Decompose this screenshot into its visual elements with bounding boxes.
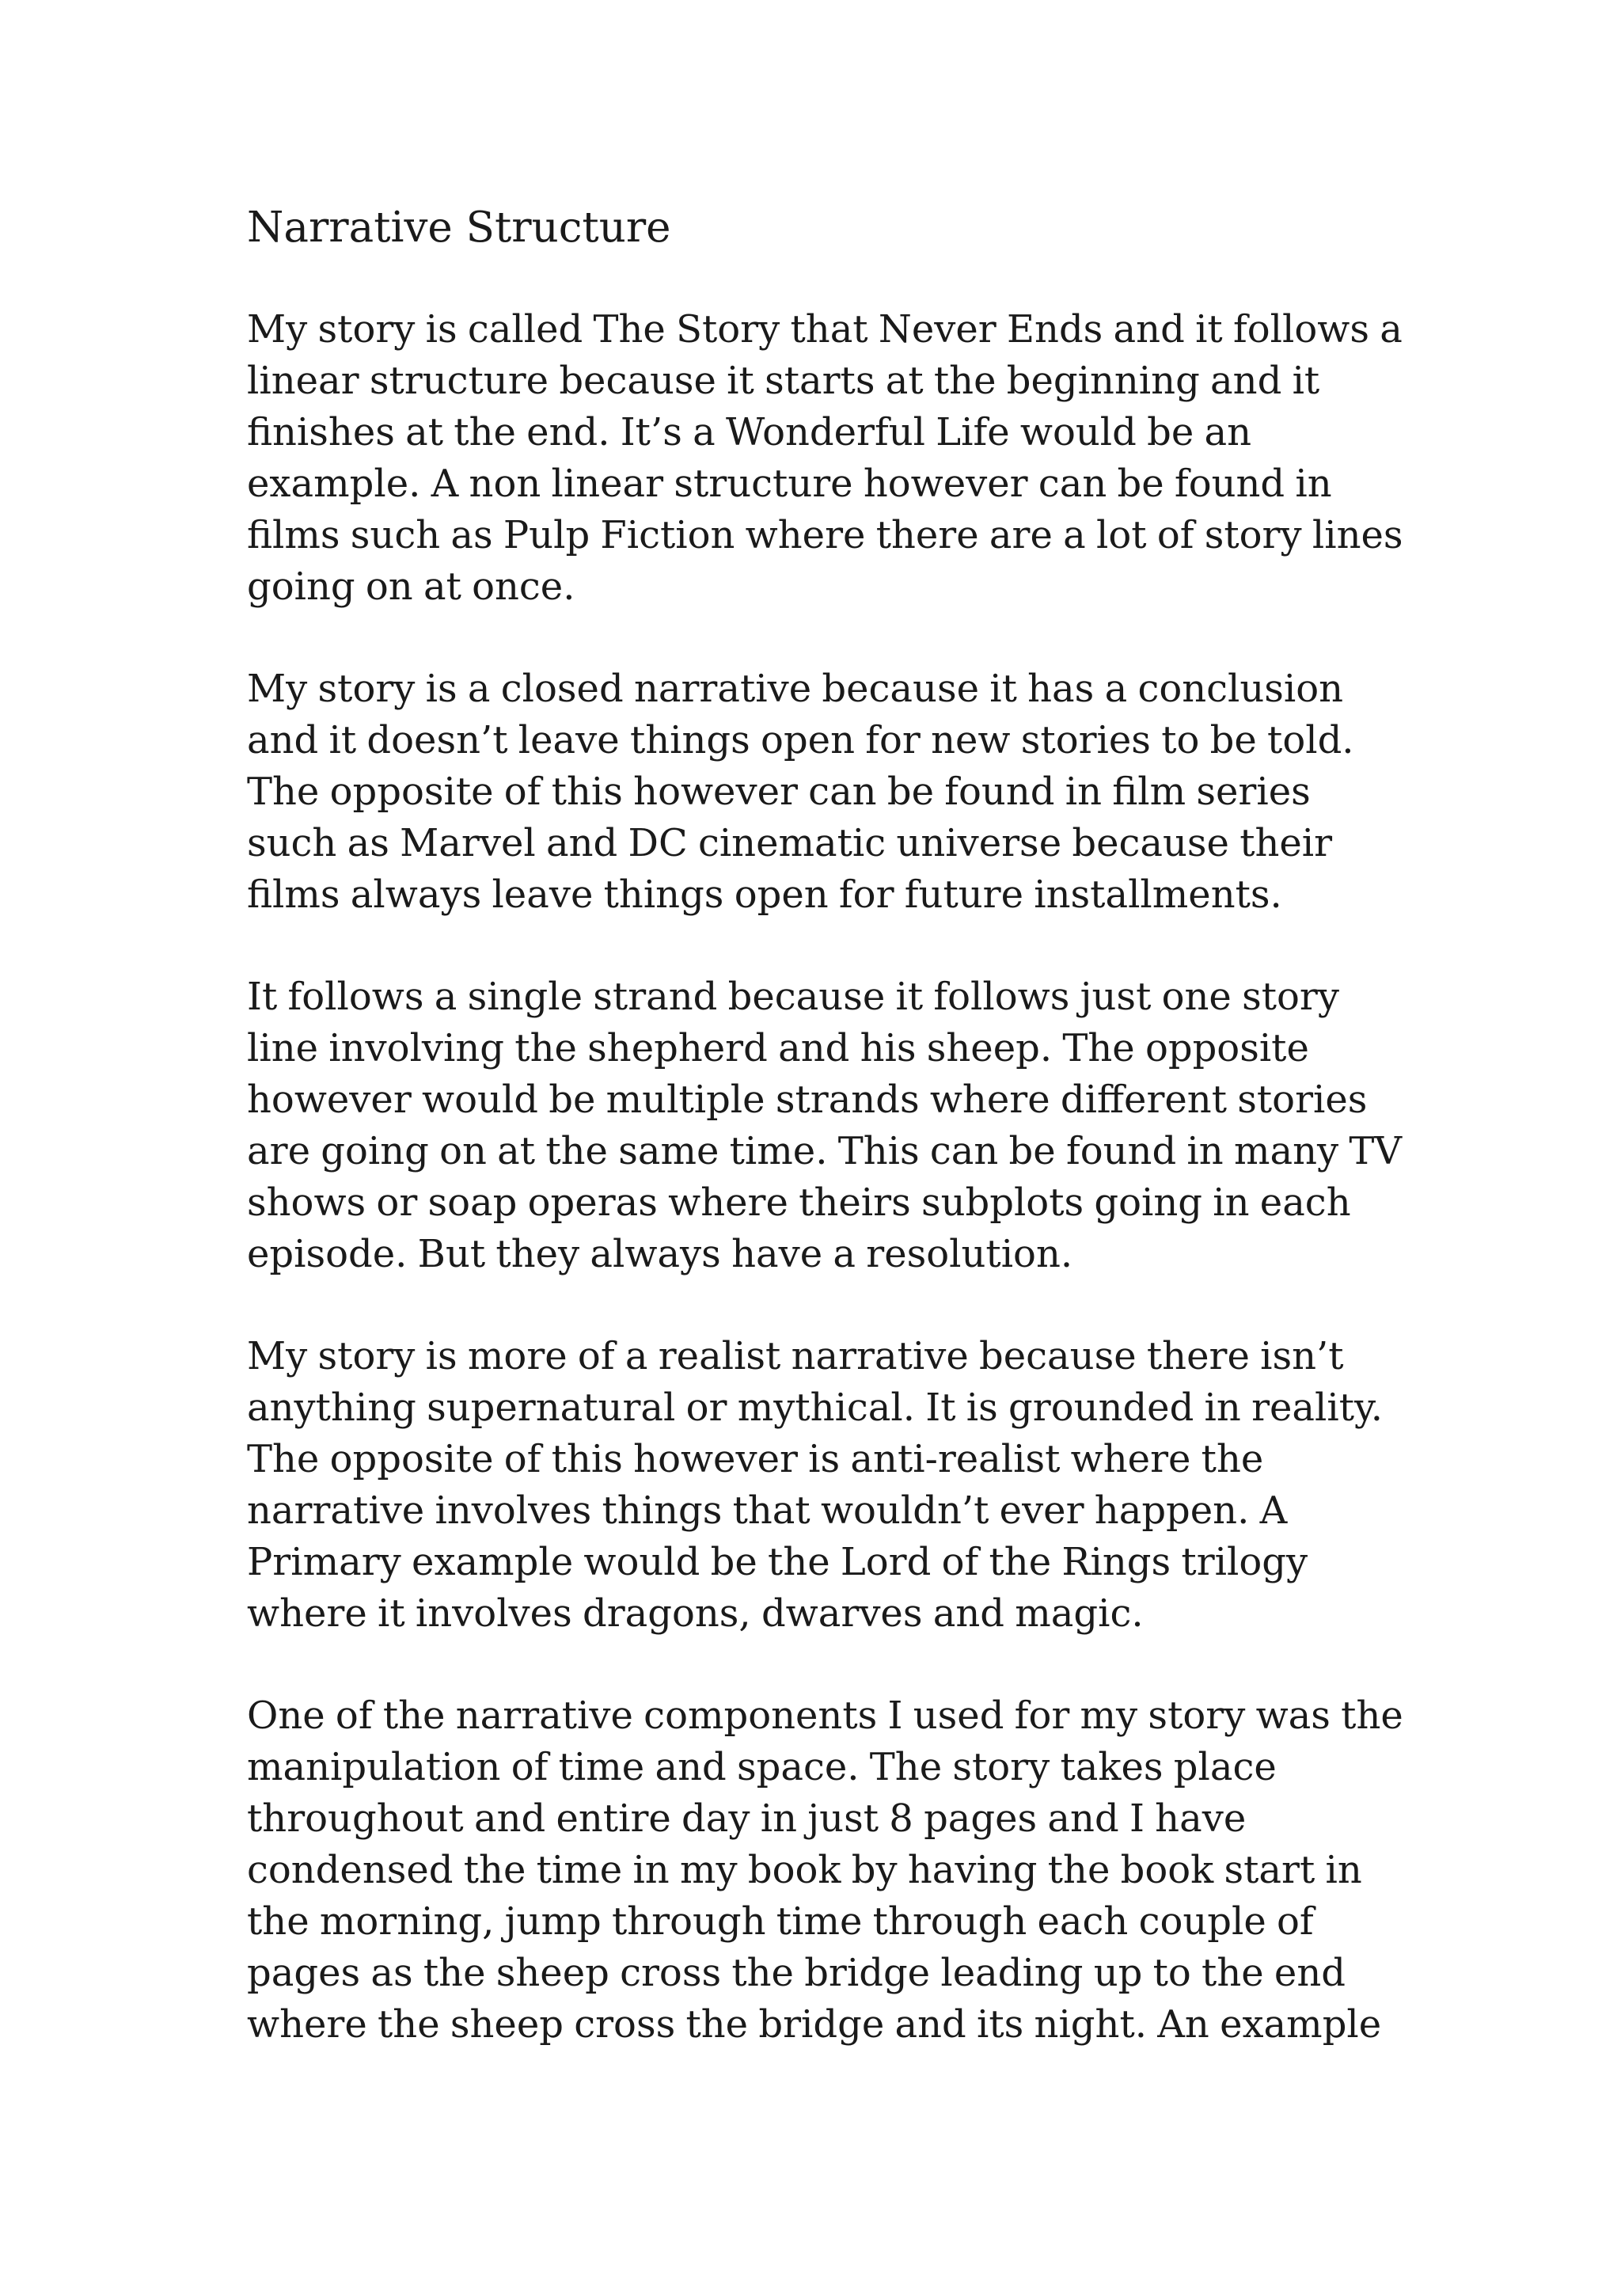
document-body (247, 196, 1608, 2101)
text-line: It follows a single strand because it follows just one story (247, 975, 1339, 1019)
text-line: episode. But they always have a resolution. (247, 1232, 1073, 1276)
text-line: narrative involves things that wouldn’t ever happen. A (247, 1488, 1288, 1533)
text-line: anything supernatural or mythical. It is grounded in reality. (247, 1386, 1384, 1430)
paragraph-time-and-space (247, 1690, 1608, 2051)
text-line: such as Marvel and DC cinematic universe because their (247, 821, 1333, 865)
text-line: My story is a closed narrative because it has a conclusion (247, 667, 1344, 711)
text-line: linear structure because it starts at the beginning and it (247, 359, 1320, 403)
text-line: where the sheep cross the bridge and its night. An example (247, 2002, 1382, 2047)
text-line: and it doesn’t leave things open for new stories to be told. (247, 718, 1354, 762)
text-line: line involving the shepherd and his sheep. The opposite (247, 1026, 1309, 1070)
text-line: finishes at the end. It’s a Wonderful Life would be an (247, 410, 1252, 454)
text-line: The opposite of this however can be found in film series (247, 770, 1311, 814)
text-line: where it involves dragons, dwarves and magic. (247, 1591, 1144, 1636)
text-line: films such as Pulp Fiction where there are a lot of story lines (247, 513, 1403, 557)
text-line: manipulation of time and space. The story takes place (247, 1745, 1277, 1789)
text-line: My story is called The Story that Never Ends and it follows a (247, 307, 1403, 352)
text-line: example. A non linear structure however can be found in (247, 462, 1332, 506)
paragraph-closed-narrative (247, 663, 1608, 921)
text-line: pages as the sheep cross the bridge leading up to the end (247, 1951, 1346, 1995)
text-line: shows or soap operas where theirs subplots going in each (247, 1180, 1351, 1225)
text-line: however would be multiple strands where different stories (247, 1078, 1368, 1122)
paragraph-single-strand (247, 971, 1608, 1280)
text-line: One of the narrative components I used for my story was the (247, 1693, 1403, 1738)
text-line: going on at once. (247, 564, 575, 609)
paragraph-realist-narrative (247, 1331, 1608, 1640)
text-line: Primary example would be the Lord of the Rings trilogy (247, 1540, 1308, 1584)
text-line: My story is more of a realist narrative because there isn’t (247, 1334, 1344, 1378)
text-line: the morning, jump through time through each couple of (247, 1899, 1314, 1944)
paragraph-linear-structure (247, 304, 1608, 613)
text-line: The opposite of this however is anti-realist where the (247, 1437, 1264, 1481)
text-line: films always leave things open for future installments. (247, 872, 1282, 917)
text-line: are going on at the same time. This can be found in many TV (247, 1129, 1403, 1173)
document-title: Narrative Structure (247, 203, 671, 252)
text-line: throughout and entire day in just 8 pages and I have (247, 1796, 1247, 1841)
text-line: condensed the time in my book by having the book start in (247, 1848, 1362, 1892)
